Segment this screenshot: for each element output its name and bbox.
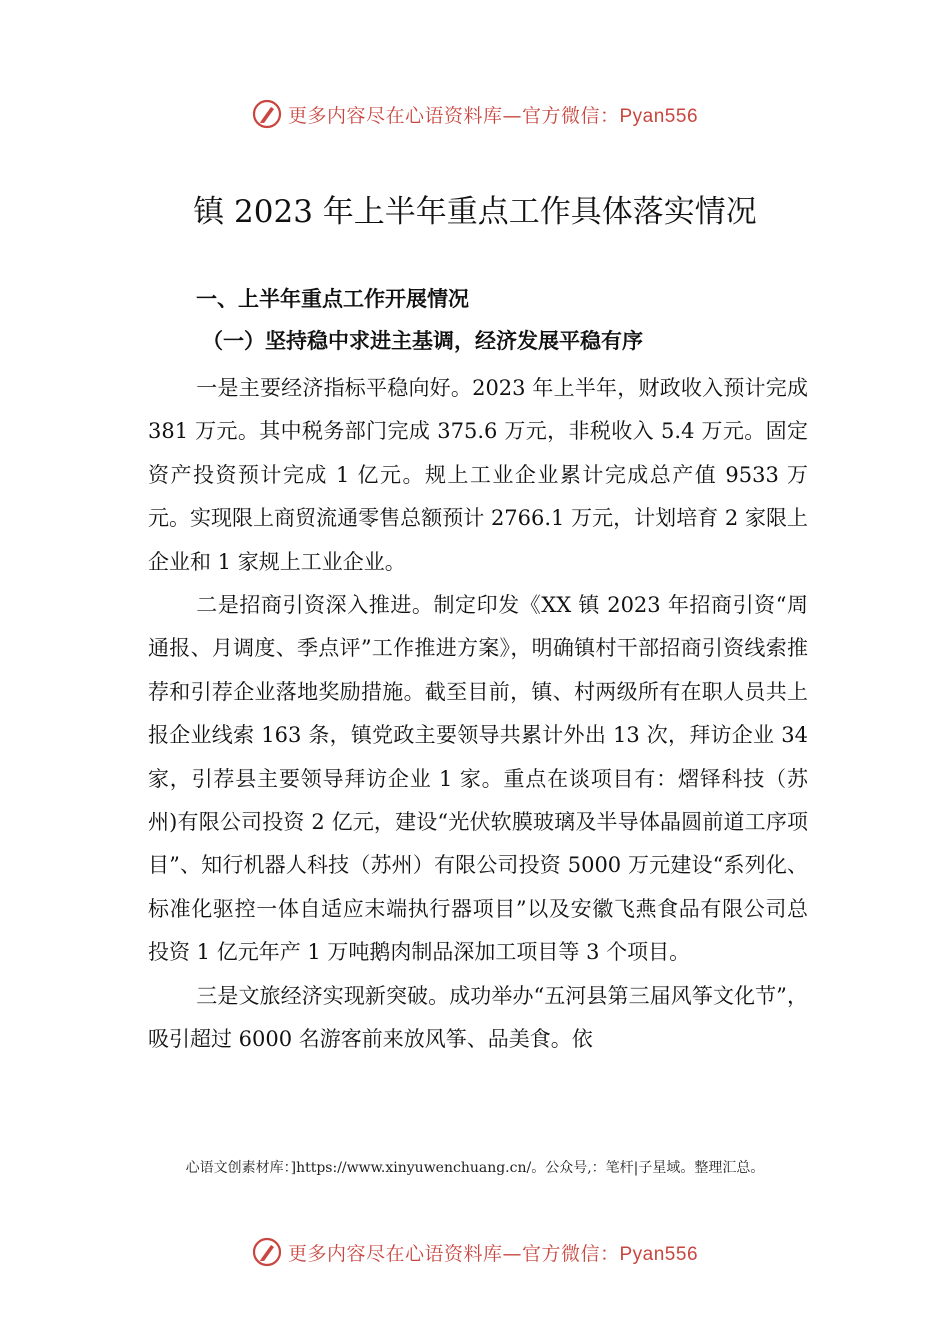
subsection-heading: （一）坚持稳中求进主基调，经济发展平稳有序 <box>202 328 643 353</box>
pen-logo-icon <box>252 99 282 129</box>
source-note: 心语文创素材库：]https://www.xinyuwenchuang.cn/。公众号,：笔杆|子星域。整理汇总。 <box>185 1160 765 1176</box>
page-title: 镇 2023 年上半年重点工作具体落实情况 <box>193 194 757 230</box>
header-banner <box>0 94 950 134</box>
paragraph-2: 二是招商引资深入推进。制定印发《XX 镇 2023 年招商引资“周通报、月调度、季点评”工作推进方案》，明确镇村干部招商引资线索推荐和引荐企业落地奖励措施。截至目前，镇、村两级所有在职人员共上报企业线索 163 条，镇党政主要领导共累计外出 13 次，拜访企业 34 家，引荐县主要领导拜访企业 1 家。重点在谈项目有：熠铎科技（苏州)有限公司投资 2 亿元，建设“光伏软膜玻璃及半导体晶圆前道工序项目”、知行机器人科技（苏州）有限公司投资 5000 万元建设“系列化、标准化驱控一体自适应末端执行器项目”以及安徽飞燕食品有限公司总投资 1 亿元年产 1 万吨鹅肉制品深加工项目等 3 个项目。 <box>148 593 808 965</box>
wechat-id: Pyan556 <box>619 1243 699 1265</box>
paragraph-1: 一是主要经济指标平稳向好。2023 年上半年，财政收入预计完成 381 万元。其中税务部门完成 375.6 万元，非税收入 5.4 万元。固定资产投资预计完成 1 亿元。规上工业企业累计完成总产值 9533 万元。实现限上商贸流通零售总额预计 2766.1 万元，计划培育 2 家限上企业和 1 家规上工业企业。 <box>148 376 808 574</box>
paragraph-3: 三是文旅经济实现新突破。成功举办“五河县第三届风筝文化节”，吸引超过 6000 名游客前来放风筝、品美食。依 <box>148 983 808 1052</box>
document-body <box>148 367 808 1062</box>
footer-banner <box>0 1232 950 1272</box>
pen-logo-icon <box>252 1237 282 1267</box>
wechat-id: Pyan556 <box>619 105 699 127</box>
banner-text: 更多内容尽在心语资料库—官方微信：Pyan556 <box>287 1242 699 1265</box>
banner-text: 更多内容尽在心语资料库—官方微信：Pyan556 <box>287 104 699 127</box>
section-heading: 一、上半年重点工作开展情况 <box>196 287 469 311</box>
